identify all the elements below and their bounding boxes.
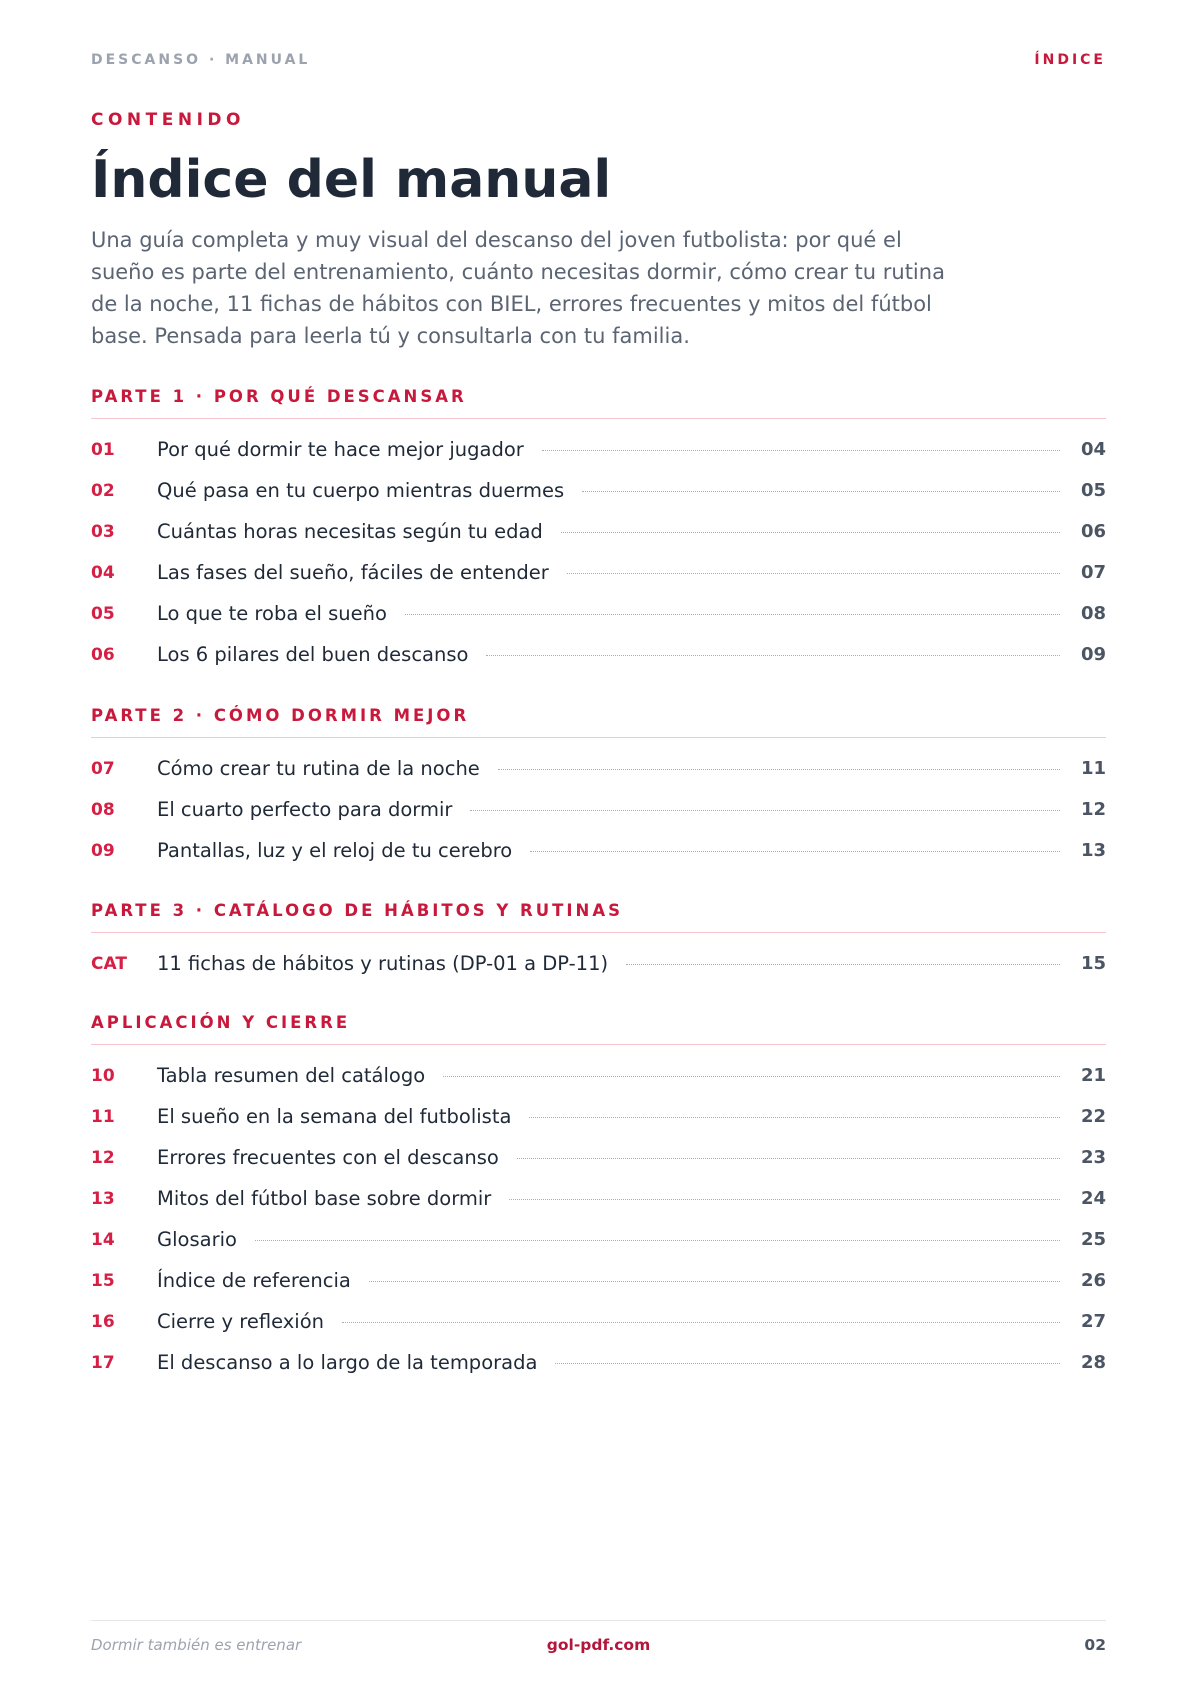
dot-leader (255, 1240, 1060, 1241)
entry-page-number: 23 (1080, 1147, 1106, 1168)
page-footer (91, 1633, 1106, 1657)
intro-paragraph: Una guía completa y muy visual del descanso del joven futbolista: por qué el sueño es parte del entrenamiento, cuánto necesitas dormir, cómo crear tu rutina de la noche, 11 fichas de hábitos con BIEL, errores frecuentes y mitos del fútbol base. Pensada para leerla tú y consultarla con tu familia. (91, 228, 945, 348)
running-header-left: DESCANSO · MANUAL (91, 52, 311, 68)
dot-leader (470, 810, 1060, 811)
dot-leader (555, 1363, 1060, 1364)
entry-label: Glosario (157, 1228, 237, 1251)
toc-entry[interactable] (91, 1055, 1106, 1096)
toc-section-part-2 (91, 703, 1106, 871)
dot-leader (626, 964, 1060, 965)
section-title: PARTE 1 · POR QUÉ DESCANSAR (91, 384, 1106, 419)
entry-page-number: 07 (1080, 562, 1106, 583)
entry-number: 06 (91, 644, 115, 665)
entry-label: Cuántas horas necesitas según tu edad (157, 520, 543, 543)
toc-entry[interactable] (91, 748, 1106, 789)
entry-number: 09 (91, 840, 115, 861)
running-header (91, 52, 1106, 68)
dot-leader (582, 491, 1060, 492)
dot-leader (369, 1281, 1060, 1282)
entry-label: El descanso a lo largo de la temporada (157, 1351, 538, 1374)
entry-number: 05 (91, 603, 115, 624)
entry-number: 14 (91, 1229, 115, 1250)
dot-leader (567, 573, 1060, 574)
entry-label: Las fases del sueño, fáciles de entender (157, 561, 549, 584)
entry-number: 02 (91, 480, 115, 501)
toc-entry[interactable] (91, 634, 1106, 675)
entry-page-number: 12 (1080, 799, 1106, 820)
running-header-right: ÍNDICE (1034, 52, 1106, 68)
toc-entry[interactable] (91, 830, 1106, 871)
entry-label: El cuarto perfecto para dormir (157, 798, 453, 821)
entry-page-number: 13 (1080, 840, 1106, 861)
entry-number: CAT (91, 953, 127, 974)
toc-entry[interactable] (91, 789, 1106, 830)
entry-label: Lo que te roba el sueño (157, 602, 387, 625)
toc-section-part-1 (91, 384, 1106, 675)
entry-label: Tabla resumen del catálogo (157, 1064, 426, 1087)
footer-divider (91, 1620, 1106, 1621)
eyebrow-label: CONTENIDO (91, 110, 245, 130)
footer-tagline: Dormir también es entrenar (91, 1636, 302, 1654)
entry-label: Cierre y reflexión (157, 1310, 324, 1333)
toc-entry[interactable] (91, 1178, 1106, 1219)
entry-label: Qué pasa en tu cuerpo mientras duermes (157, 479, 565, 502)
dot-leader (561, 532, 1060, 533)
entry-label: El sueño en la semana del futbolista (157, 1105, 512, 1128)
entry-label: Pantallas, luz y el reloj de tu cerebro (157, 839, 513, 862)
entry-page-number: 27 (1080, 1311, 1106, 1332)
entry-page-number: 22 (1080, 1106, 1106, 1127)
entry-page-number: 11 (1080, 758, 1106, 779)
toc-entry[interactable] (91, 1260, 1106, 1301)
toc-entry[interactable] (91, 552, 1106, 593)
entry-page-number: 24 (1080, 1188, 1106, 1209)
toc-entry[interactable] (91, 1301, 1106, 1342)
toc-entry[interactable] (91, 593, 1106, 634)
entry-page-number: 25 (1080, 1229, 1106, 1250)
entry-page-number: 04 (1080, 439, 1106, 460)
dot-leader (405, 614, 1060, 615)
entry-page-number: 08 (1080, 603, 1106, 624)
entry-label: 11 fichas de hábitos y rutinas (DP-01 a DP-11) (157, 952, 609, 975)
toc-entry[interactable] (91, 1219, 1106, 1260)
toc-entry[interactable] (91, 1137, 1106, 1178)
toc-entry[interactable] (91, 943, 1106, 984)
entry-number: 10 (91, 1065, 115, 1086)
entry-page-number: 09 (1080, 644, 1106, 665)
toc-entry[interactable] (91, 511, 1106, 552)
toc-entry[interactable] (91, 470, 1106, 511)
page-title: Índice del manual (91, 150, 612, 210)
toc-entry[interactable] (91, 1096, 1106, 1137)
section-title: APLICACIÓN Y CIERRE (91, 1010, 1106, 1045)
entry-number: 08 (91, 799, 115, 820)
dot-leader (509, 1199, 1060, 1200)
section-title: PARTE 3 · CATÁLOGO DE HÁBITOS Y RUTINAS (91, 898, 1106, 933)
entry-label: Por qué dormir te hace mejor jugador (157, 438, 524, 461)
entry-number: 04 (91, 562, 115, 583)
entry-number: 17 (91, 1352, 115, 1373)
entry-label: Los 6 pilares del buen descanso (157, 643, 469, 666)
entry-number: 13 (91, 1188, 115, 1209)
entry-page-number: 15 (1080, 953, 1106, 974)
entry-number: 07 (91, 758, 115, 779)
entry-page-number: 05 (1080, 480, 1106, 501)
dot-leader (486, 655, 1060, 656)
dot-leader (530, 851, 1060, 852)
entry-number: 12 (91, 1147, 115, 1168)
entry-label: Cómo crear tu rutina de la noche (157, 757, 480, 780)
entry-page-number: 28 (1080, 1352, 1106, 1373)
entry-number: 16 (91, 1311, 115, 1332)
entry-label: Mitos del fútbol base sobre dormir (157, 1187, 492, 1210)
entry-page-number: 06 (1080, 521, 1106, 542)
entry-number: 15 (91, 1270, 115, 1291)
toc-entry[interactable] (91, 429, 1106, 470)
toc-section-closing (91, 1010, 1106, 1383)
entry-number: 03 (91, 521, 115, 542)
entry-number: 01 (91, 439, 115, 460)
dot-leader (529, 1117, 1060, 1118)
footer-site-link[interactable]: gol-pdf.com (546, 1636, 651, 1654)
dot-leader (443, 1076, 1060, 1077)
entry-number: 11 (91, 1106, 115, 1127)
entry-page-number: 21 (1080, 1065, 1106, 1086)
dot-leader (498, 769, 1060, 770)
document-page (91, 0, 1106, 1685)
toc-entry[interactable] (91, 1342, 1106, 1383)
dot-leader (342, 1322, 1060, 1323)
entry-label: Errores frecuentes con el descanso (157, 1146, 499, 1169)
dot-leader (517, 1158, 1060, 1159)
toc-section-part-3 (91, 898, 1106, 984)
footer-page-number: 02 (1084, 1636, 1106, 1654)
dot-leader (542, 450, 1060, 451)
entry-label: Índice de referencia (157, 1269, 351, 1292)
entry-page-number: 26 (1080, 1270, 1106, 1291)
section-title: PARTE 2 · CÓMO DORMIR MEJOR (91, 703, 1106, 738)
